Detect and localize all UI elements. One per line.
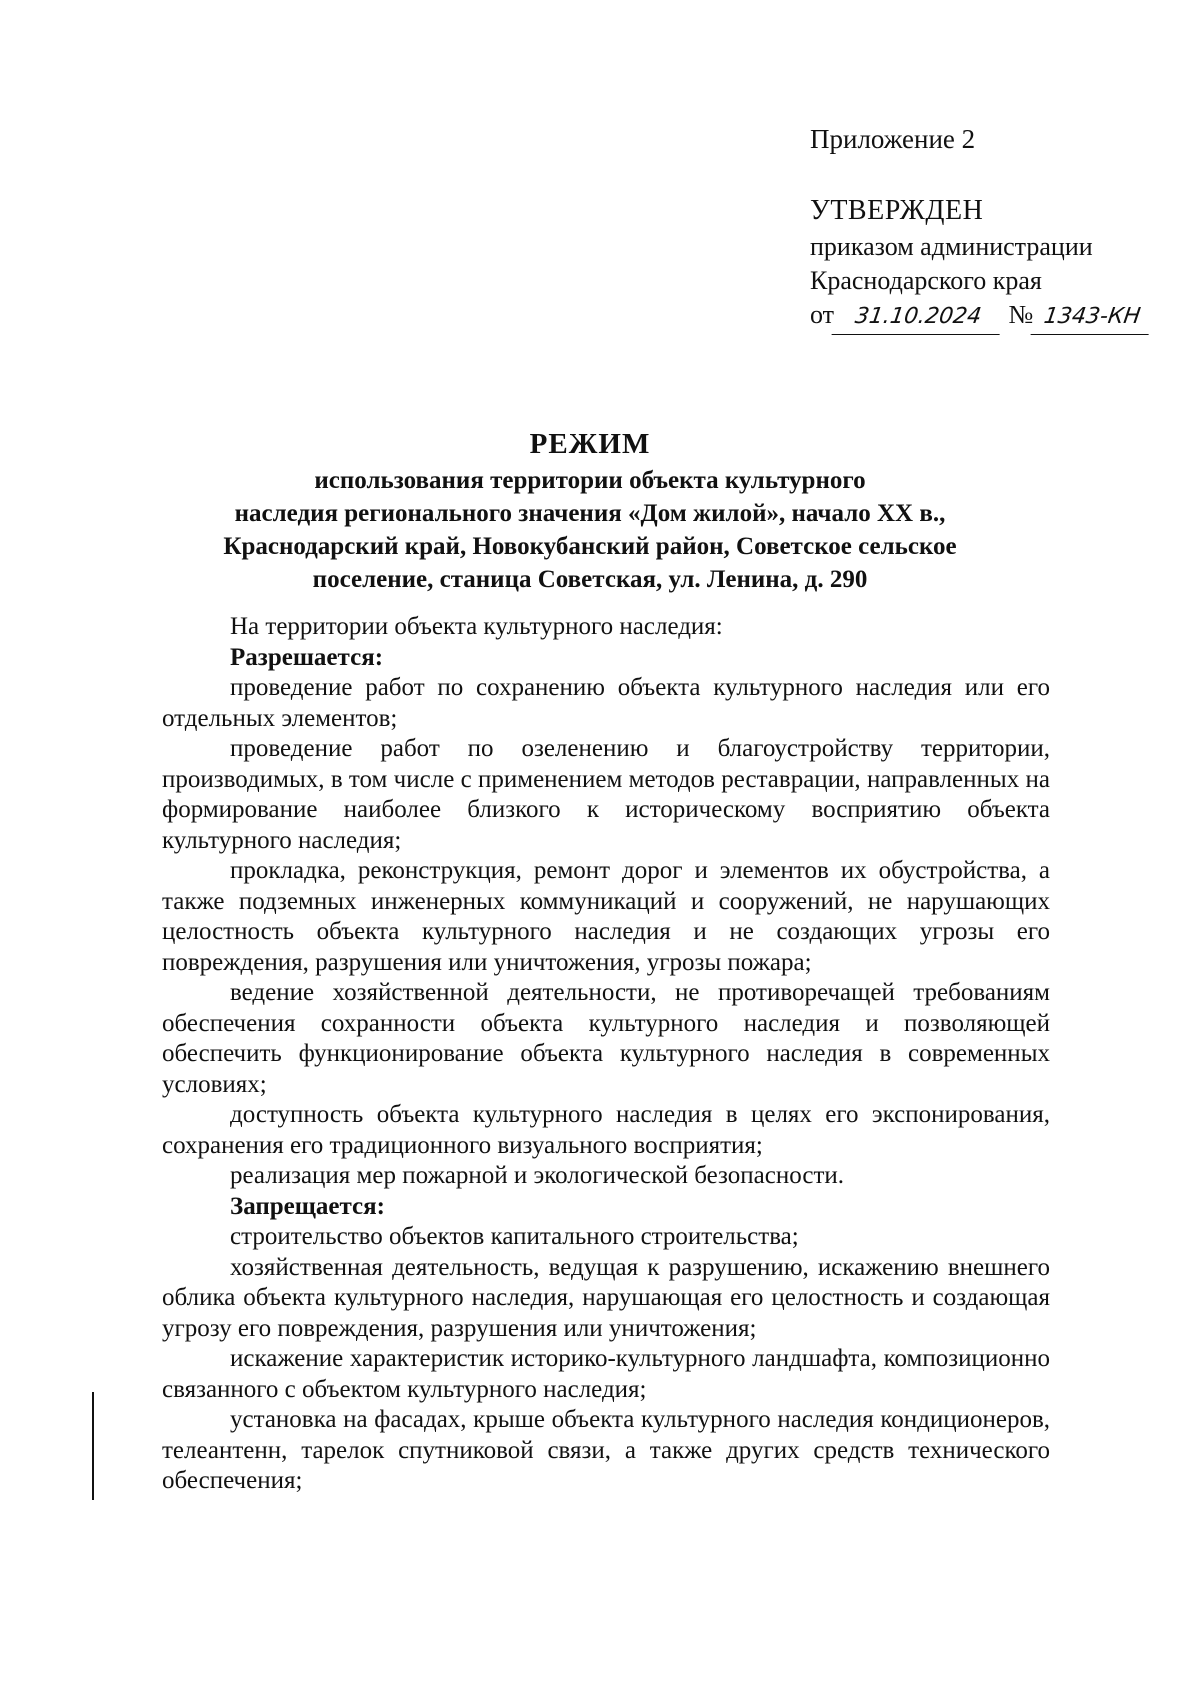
- appendix-label: Приложение 2: [810, 124, 976, 154]
- date-prefix: от: [810, 300, 835, 329]
- allowed-item: доступность объекта культурного наследия в целях его экспонирования, сохранения его традиционного визуального восприятия;: [162, 1101, 1050, 1159]
- handwritten-number: 1343-КН: [1031, 300, 1154, 335]
- title-line-3: Краснодарский край, Новокубанский район, Советское сельское: [223, 533, 957, 560]
- allowed-item: реализация мер пожарной и экологической безопасности.: [230, 1162, 845, 1189]
- approval-block: [810, 122, 1170, 335]
- approval-date-line: [810, 298, 1170, 335]
- document-title: [160, 426, 1020, 596]
- approval-line-2: Краснодарского края: [810, 266, 1042, 295]
- allowed-item: проведение работ по сохранению объекта культурного наследия или его отдельных элементов;: [162, 674, 1050, 732]
- margin-line: [92, 1392, 94, 1500]
- number-prefix: №: [1008, 300, 1034, 329]
- allowed-heading: Разрешается:: [230, 643, 384, 671]
- intro-paragraph: На территории объекта культурного наследия:: [230, 613, 723, 640]
- title-line-4: поселение, станица Советская, ул. Ленина, д. 290: [312, 566, 868, 593]
- forbidden-heading: Запрещается:: [230, 1192, 386, 1220]
- forbidden-item: строительство объектов капитального строительства;: [230, 1223, 799, 1250]
- allowed-item: прокладка, реконструкция, ремонт дорог и элементов их обустройства, а также подземных инженерных коммуникаций и сооружений, не нарушающих целостность объекта культурного наследия и не создающих угрозы его повреждения, разрушения или уничтожения, угрозы пожара;: [162, 857, 1050, 976]
- handwritten-date: 31.10.2024: [832, 300, 1005, 335]
- approval-line-1: приказом администрации: [810, 232, 1093, 261]
- title-main: РЕЖИМ: [529, 428, 651, 460]
- title-line-1: использования территории объекта культурного: [314, 467, 866, 494]
- forbidden-item: установка на фасадах, крыше объекта культурного наследия кондиционеров, телеантенн, тарелок спутниковой связи, а также других средств технического обеспечения;: [162, 1406, 1050, 1494]
- forbidden-item: хозяйственная деятельность, ведущая к разрушению, искажению внешнего облика объекта культурного наследия, нарушающая его целостность и создающая угрозу его повреждения, разрушения или уничтожения;: [162, 1253, 1050, 1342]
- approved-label: УТВЕРЖДЕН: [810, 195, 984, 226]
- allowed-item: ведение хозяйственной деятельности, не противоречащей требованиям обеспечения сохранности объекта культурного наследия и позволяющей обеспечить функционирование объекта культурного наследия в современных условиях;: [162, 979, 1050, 1098]
- title-line-2: наследия регионального значения «Дом жилой», начало XX в.,: [234, 500, 946, 527]
- allowed-item: проведение работ по озеленению и благоустройству территории, производимых, в том числе с применением методов реставрации, направленных на формирование наиболее близкого к историческому восприятию объекта культурного наследия;: [162, 735, 1050, 854]
- forbidden-item: искажение характеристик историко-культурного ландшафта, композиционно связанного с объектом культурного наследия;: [162, 1345, 1050, 1403]
- document-body: [162, 612, 1050, 1497]
